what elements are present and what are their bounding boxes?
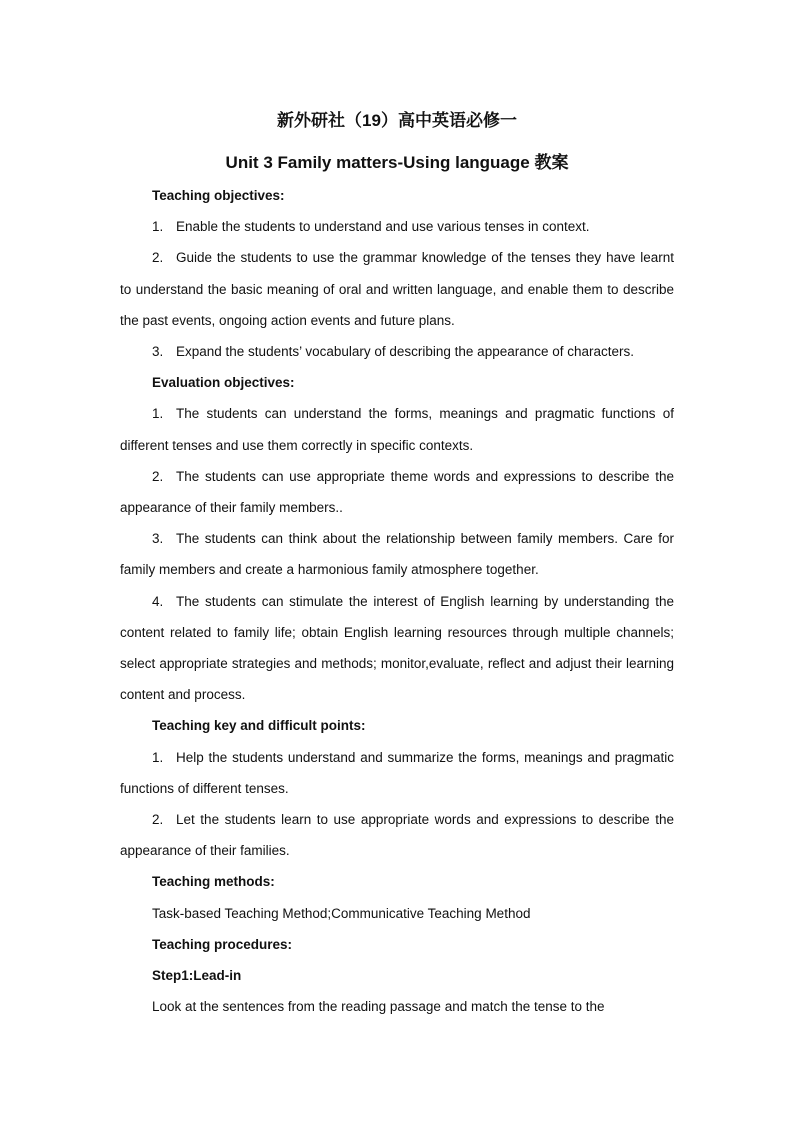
item-text: The students can understand the forms, meanings and pragmatic functions of different tenses and use them correctly in specific contexts.: [120, 406, 674, 453]
key-point-item: [120, 742, 674, 804]
teaching-procedures-heading: Teaching procedures:: [152, 936, 293, 952]
document-title-chinese: 新外研社（19）高中英语必修一: [277, 111, 517, 130]
item-number: 4.: [152, 593, 164, 609]
evaluation-objective-item: [120, 398, 674, 460]
evaluation-objective-item: [120, 523, 674, 585]
item-text: Help the students understand and summarize the forms, meanings and pragmatic functions of different tenses.: [120, 749, 674, 796]
evaluation-objective-item: [120, 586, 674, 711]
item-text: Expand the students’ vocabulary of describing the appearance of characters.: [176, 344, 635, 360]
item-text: Enable the students to understand and use various tenses in context.: [176, 219, 590, 235]
teaching-methods-text: Task-based Teaching Method;Communicative Teaching Method: [152, 905, 531, 921]
document-body: [120, 180, 674, 1022]
step1-text: Look at the sentences from the reading passage and match the tense to the: [152, 999, 605, 1015]
key-point-item: [120, 804, 674, 866]
item-text: The students can think about the relationship between family members. Care for family members and create a harmonious family atmosphere together.: [120, 531, 674, 578]
item-text: Let the students learn to use appropriate words and expressions to describe the appearance of their families.: [120, 812, 674, 859]
teaching-objectives-heading: Teaching objectives:: [152, 188, 285, 203]
item-text: The students can use appropriate theme words and expressions to describe the appearance of their family members..: [120, 468, 674, 516]
teaching-objective-item: [120, 336, 674, 367]
item-number: 1.: [152, 406, 164, 422]
teaching-objective-item: [120, 211, 674, 242]
evaluation-objectives-heading: Evaluation objectives:: [152, 375, 295, 391]
evaluation-objective-item: [120, 461, 674, 523]
item-text: Guide the students to use the grammar knowledge of the tenses they have learnt to understand the basic meaning of oral and written language, and enable them to describe the past events, ongoing action events and future plans.: [120, 250, 674, 328]
item-number: 2.: [152, 468, 164, 484]
teaching-methods-heading: Teaching methods:: [152, 874, 275, 890]
item-number: 3.: [152, 531, 164, 547]
teaching-objective-item: [120, 242, 674, 336]
item-text: The students can stimulate the interest of English learning by understanding the content related to family life; obtain English learning resources through multiple channels; select appropriate strategies and methods; monitor,evaluate, reflect and adjust their learning content and process.: [120, 593, 674, 703]
step1-heading: Step1:Lead-in: [152, 968, 242, 984]
key-points-heading: Teaching key and difficult points:: [152, 718, 366, 734]
document-title-english: Unit 3 Family matters-Using language 教案: [225, 153, 569, 172]
item-number: 1.: [152, 749, 164, 765]
item-number: 3.: [152, 344, 164, 360]
item-number: 2.: [152, 250, 164, 266]
item-number: 1.: [152, 219, 164, 235]
item-number: 2.: [152, 812, 164, 828]
